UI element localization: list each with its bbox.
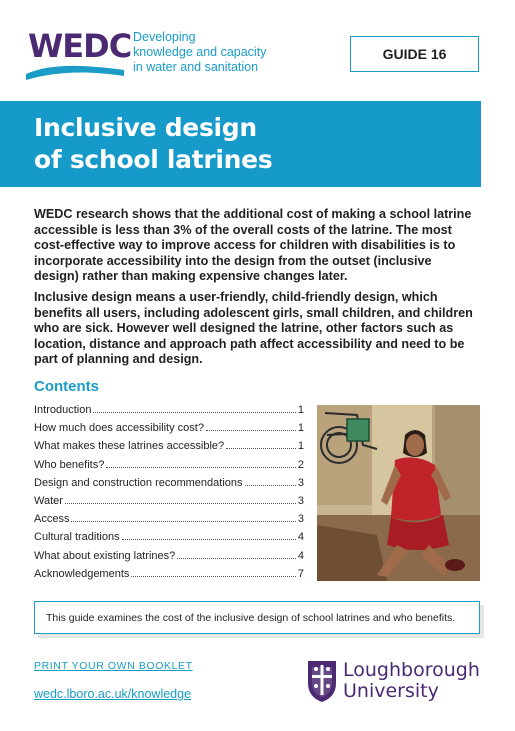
toc-item-page: 3 xyxy=(297,476,304,489)
toc-item-page: 7 xyxy=(297,567,304,580)
toc-leader xyxy=(93,411,295,413)
illustration-girl-with-wheelchair xyxy=(317,405,480,581)
page-title xyxy=(34,112,272,176)
toc-item-label: How much does accessibility cost? xyxy=(34,422,204,435)
toc-item-page: 2 xyxy=(297,458,304,471)
toc-leader xyxy=(131,575,295,577)
toc-leader xyxy=(226,447,296,449)
toc-item-page: 3 xyxy=(297,494,304,507)
tagline-line-1: Developing xyxy=(133,30,196,44)
website-link[interactable]: wedc.lboro.ac.uk/knowledge xyxy=(34,687,192,701)
toc-item-label: Acknowledgements xyxy=(34,567,130,580)
toc-item-page: 1 xyxy=(297,404,304,416)
loughborough-university-wordmark xyxy=(343,660,480,702)
wedc-logo: WEDC xyxy=(28,27,132,65)
toc-item-label: What about existing latrines? xyxy=(34,549,176,562)
toc-item[interactable] xyxy=(34,495,304,513)
toc-item-page: 1 xyxy=(297,440,304,453)
toc-item-label: Who benefits? xyxy=(34,458,105,471)
toc-item[interactable] xyxy=(34,404,304,422)
toc-item[interactable] xyxy=(34,459,304,477)
toc-leader xyxy=(65,502,296,504)
intro-paragraph-2: Inclusive design means a user-friendly, child-friendly design, which benefits all users, including adolescent girls, small children, and children who are sick. However well designed the latrine, other factors such as location, distance and approach path affect accessibility and need to be part of planning and design. xyxy=(34,290,473,367)
loughborough-crest-icon xyxy=(306,659,338,703)
toc-item[interactable] xyxy=(34,513,304,531)
toc-item-label: Access xyxy=(34,513,70,526)
tagline-line-2: knowledge and capacity xyxy=(133,45,267,59)
toc-item[interactable] xyxy=(34,568,304,586)
toc-item[interactable] xyxy=(34,550,304,568)
toc-leader xyxy=(245,484,296,486)
toc-leader xyxy=(177,557,296,559)
toc-item-label: What makes these latrines accessible? xyxy=(34,440,225,453)
toc-item[interactable] xyxy=(34,440,304,458)
wedc-wave-logo-mark xyxy=(24,62,128,82)
title-line-2: of school latrines xyxy=(34,145,273,174)
toc-leader xyxy=(71,520,295,522)
toc-item-label: Design and construction recommendations xyxy=(34,476,243,489)
toc-item[interactable] xyxy=(34,422,304,440)
guide-summary-box: This guide examines the cost of the inclusive design of school latrines and who benefits. xyxy=(34,601,480,634)
guide-number-badge: GUIDE 16 xyxy=(350,36,479,72)
contents-heading: Contents xyxy=(34,378,99,395)
tagline-line-3: in water and sanitation xyxy=(133,60,259,74)
print-booklet-link[interactable]: PRINT YOUR OWN BOOKLET xyxy=(34,660,193,672)
toc-item-page: 4 xyxy=(297,531,304,544)
university-name-line-2: University xyxy=(343,680,439,702)
toc-item[interactable] xyxy=(34,477,304,495)
title-line-1: Inclusive design xyxy=(34,113,257,142)
toc-item-page: 1 xyxy=(297,422,304,435)
wedc-tagline xyxy=(133,30,293,75)
toc-item-page: 4 xyxy=(297,549,304,562)
university-name-line-1: Loughborough xyxy=(343,659,480,681)
table-of-contents xyxy=(34,404,304,586)
toc-item-label: Introduction xyxy=(34,404,92,416)
toc-leader xyxy=(122,538,296,540)
intro-paragraph-1: WEDC research shows that the additional cost of making a school latrine accessible is less than 3% of the overall costs of the latrine. The most cost-effective way to improve access for children with disabilities is to incorporate accessibility into the design from the outset (inclusive design) rather than making expensive changes later. xyxy=(34,207,472,284)
toc-leader xyxy=(206,429,296,431)
toc-item-label: Water xyxy=(34,494,63,507)
toc-leader xyxy=(106,466,296,468)
toc-item[interactable] xyxy=(34,531,304,549)
toc-item-page: 3 xyxy=(297,513,304,526)
toc-item-label: Cultural traditions xyxy=(34,531,120,544)
